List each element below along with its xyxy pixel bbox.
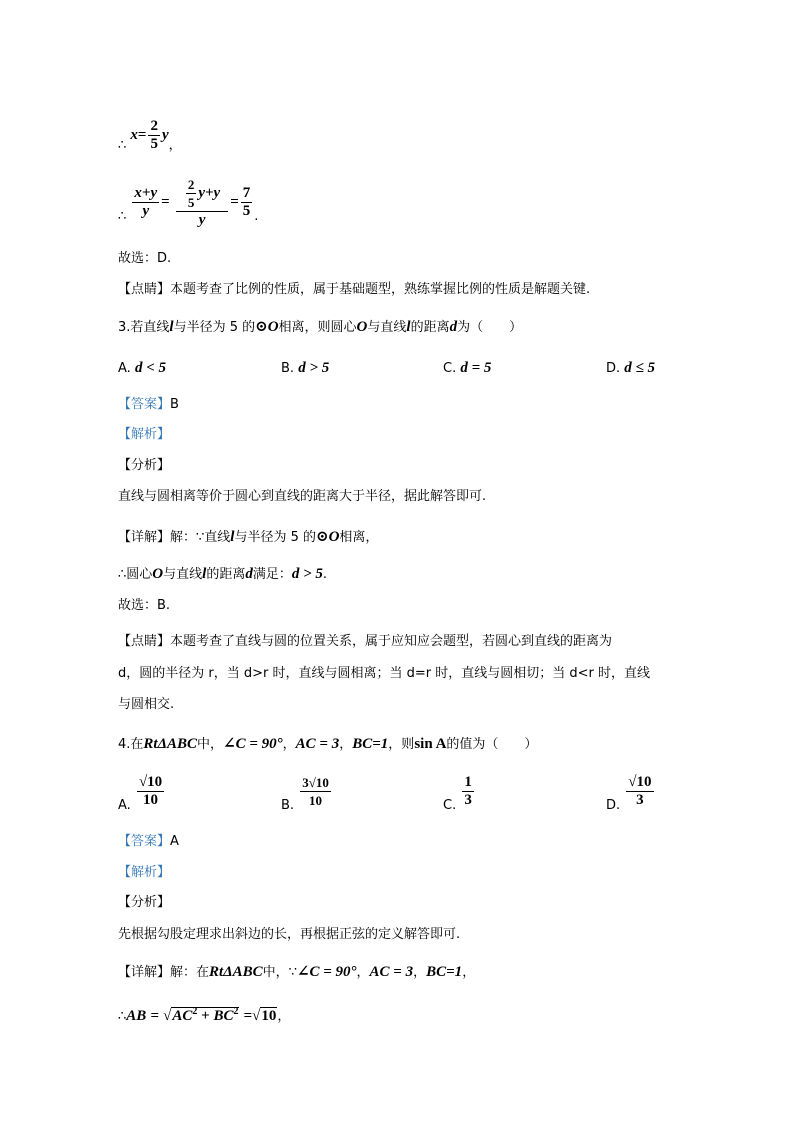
- numerator: 3√10: [302, 775, 329, 790]
- math-expr: ∠C = 90°: [296, 964, 357, 980]
- punct: ，: [277, 1009, 291, 1024]
- math-op: +: [197, 1008, 214, 1024]
- q3-answer: [118, 397, 179, 413]
- text: 解：在: [170, 965, 210, 980]
- text: 满足：: [252, 567, 292, 582]
- text: 相离，: [339, 530, 379, 545]
- math-op: =: [150, 1008, 159, 1024]
- math-expr: sin A: [414, 736, 447, 752]
- text: 的距离: [206, 567, 246, 582]
- step-ratio: [118, 176, 258, 229]
- math-var: l: [230, 529, 235, 545]
- math-expr: BC=1: [426, 964, 463, 980]
- numerator: 2: [187, 177, 195, 192]
- denominator: y: [142, 203, 150, 219]
- math-var: x: [130, 127, 138, 143]
- fraction: [626, 774, 653, 809]
- text: 相离，则圆心: [278, 320, 357, 335]
- math-var: l: [406, 319, 411, 335]
- text: ，: [413, 965, 427, 980]
- punct: .: [322, 567, 328, 582]
- math-op: =: [137, 127, 147, 143]
- punct: ，: [168, 138, 182, 153]
- math-expr: AC = 3: [369, 964, 414, 980]
- option-a[interactable]: [118, 360, 166, 377]
- math-var: O: [356, 319, 368, 335]
- text: 本题考查了直线与圆的位置关系，属于应知应会题型，若圆心到直线的距离为: [170, 634, 613, 649]
- dianjing-tag: 【点睛】: [118, 282, 171, 297]
- dianjing-text: 本题考查了比例的性质，属于基础题型，熟练掌握比例的性质是解题关键.: [170, 282, 591, 297]
- option-label: A.: [118, 798, 131, 813]
- radicand: 10: [261, 1008, 277, 1024]
- answer-value: B: [170, 397, 179, 412]
- text: ，: [339, 737, 353, 752]
- text: 中，: [197, 737, 224, 752]
- analysis-tag: 【解析】: [118, 865, 171, 880]
- fraction: [241, 185, 253, 220]
- text: 的值为（ ）: [446, 737, 538, 752]
- text: ，: [462, 965, 476, 980]
- q3-dianjing-3: 与圆相交.: [118, 697, 175, 712]
- text: 为（ ）: [457, 320, 523, 335]
- option-label: A.: [118, 361, 131, 376]
- math-expr: y+y: [198, 184, 221, 201]
- math-var: d: [245, 566, 253, 582]
- text: 与半径为 5 的: [234, 530, 317, 545]
- math-var: l: [169, 319, 174, 335]
- math-op: =: [243, 1008, 253, 1024]
- numerator: x+y: [134, 185, 158, 201]
- math-var: AB: [126, 1008, 147, 1024]
- option-expr: d ≤ 5: [624, 360, 656, 376]
- compound-fraction: [176, 176, 228, 229]
- math-op: =: [161, 194, 170, 210]
- text: 解：∵直线: [170, 530, 231, 545]
- text: ∴圆心: [118, 567, 153, 582]
- option-b[interactable]: [281, 360, 329, 377]
- option-c[interactable]: [443, 360, 491, 377]
- option-b[interactable]: [281, 774, 333, 814]
- math-expr: ∠C = 90°: [223, 736, 283, 752]
- numerator: [176, 176, 228, 212]
- option-label: B.: [281, 798, 295, 813]
- q3-dianjing-1: [118, 634, 612, 650]
- denominator: y: [198, 212, 206, 228]
- question-4: [118, 736, 537, 753]
- detail-tag: 【详解】: [118, 530, 171, 545]
- option-expr: d < 5: [134, 360, 166, 376]
- numerator: 7: [242, 185, 251, 201]
- fenxi-tag: 【分析】: [118, 458, 171, 473]
- sqrt-expr: $√AC^2 + BC^2$: [163, 1006, 239, 1024]
- denominator: 3: [464, 792, 472, 808]
- option-label: D.: [606, 798, 621, 813]
- fenxi-text: 直线与圆相离等价于圆心到直线的距离大于半径，据此解答即可.: [118, 489, 487, 504]
- fraction: [186, 176, 197, 211]
- fraction: [132, 185, 159, 220]
- option-a[interactable]: [118, 774, 166, 814]
- option-label: C.: [443, 361, 457, 376]
- q4-options: [0, 774, 794, 818]
- answer-value: A: [170, 834, 179, 849]
- option-expr: d > 5: [298, 360, 330, 376]
- q3-options: [0, 360, 794, 380]
- fenxi-text: 先根据勾股定理求出斜边的长，再根据正弦的定义解答即可.: [118, 927, 461, 942]
- detail-tag: 【详解】: [118, 965, 171, 980]
- math-var: BC: [213, 1008, 234, 1024]
- text: ，: [356, 965, 370, 980]
- fenxi-tag: 【分析】: [118, 895, 171, 910]
- text: 3.若直线: [118, 320, 170, 335]
- math-var: O: [152, 566, 164, 582]
- math-var: y: [161, 127, 169, 143]
- text: 的距离: [410, 320, 450, 335]
- option-d[interactable]: [606, 360, 655, 377]
- math-op: =: [230, 194, 239, 210]
- fraction: [300, 774, 331, 809]
- q3-dianjing-2: d，圆的半径为 r，当 d>r 时，直线与圆相离；当 d=r 时，直线与圆相切；当 d<r 时，直线: [118, 666, 650, 681]
- therefore-symbol: ∴: [118, 1009, 127, 1024]
- analysis-tag: 【解析】: [118, 427, 171, 442]
- q3-detail-2: [118, 566, 327, 583]
- math-var: ⊙O: [255, 319, 279, 335]
- option-c[interactable]: [443, 774, 476, 814]
- therefore-symbol: ∴: [118, 209, 127, 224]
- dianjing-tag: 【点睛】: [118, 634, 171, 649]
- radicand: [171, 1007, 239, 1024]
- punct: .: [254, 209, 259, 224]
- option-label: B.: [281, 361, 295, 376]
- math-var: AC: [172, 1008, 193, 1024]
- q4-detail-1: [118, 964, 475, 981]
- text: 与直线: [163, 567, 203, 582]
- denominator: 5: [187, 195, 195, 210]
- sqrt-10: √10: [252, 1008, 277, 1024]
- math-expr: AC = 3: [295, 736, 340, 752]
- fraction: [462, 774, 474, 809]
- option-label: D.: [606, 361, 621, 376]
- denominator: 10: [309, 793, 323, 808]
- option-label: C.: [443, 798, 457, 813]
- choose-text: 故选：B.: [118, 598, 171, 613]
- therefore-symbol: ∴: [118, 138, 127, 153]
- exponent: 2: [192, 1006, 198, 1017]
- answer-tag: 【答案】: [118, 834, 171, 849]
- numerator: √10: [138, 774, 163, 790]
- fraction: [148, 118, 160, 153]
- step-x-equals: [118, 118, 182, 154]
- math-var: l: [202, 566, 207, 582]
- q4-answer: [118, 834, 179, 850]
- answer-tag: 【答案】: [118, 397, 171, 412]
- math-expr: RtΔABC: [143, 736, 197, 752]
- option-d[interactable]: [606, 774, 656, 814]
- text: 与直线: [367, 320, 407, 335]
- exponent: 2: [233, 1006, 239, 1017]
- math-expr: d > 5: [291, 566, 323, 582]
- text: ，则: [388, 737, 415, 752]
- question-3: [118, 319, 522, 336]
- option-expr: d = 5: [460, 360, 492, 376]
- numerator: 1: [464, 774, 472, 790]
- choose-text: 故选：D.: [118, 251, 172, 266]
- denominator: 5: [150, 136, 158, 152]
- text: 中，∵: [262, 965, 297, 980]
- numerator: 2: [150, 118, 158, 134]
- fraction: [137, 774, 164, 809]
- denominator: 3: [636, 792, 644, 808]
- text: 4.在: [118, 737, 144, 752]
- q3-detail-1: [118, 529, 378, 546]
- text: 与半径为 5 的: [173, 320, 256, 335]
- dianjing-line: [118, 282, 590, 298]
- denominator: 10: [143, 792, 159, 808]
- denominator: 5: [242, 203, 251, 219]
- math-expr: BC=1: [352, 736, 389, 752]
- math-expr: RtΔABC: [209, 964, 263, 980]
- numerator: √10: [628, 774, 652, 790]
- text: ，: [282, 737, 296, 752]
- math-var: d: [449, 319, 458, 335]
- q4-detail-2: [118, 1004, 290, 1025]
- math-var: ⊙O: [316, 529, 340, 545]
